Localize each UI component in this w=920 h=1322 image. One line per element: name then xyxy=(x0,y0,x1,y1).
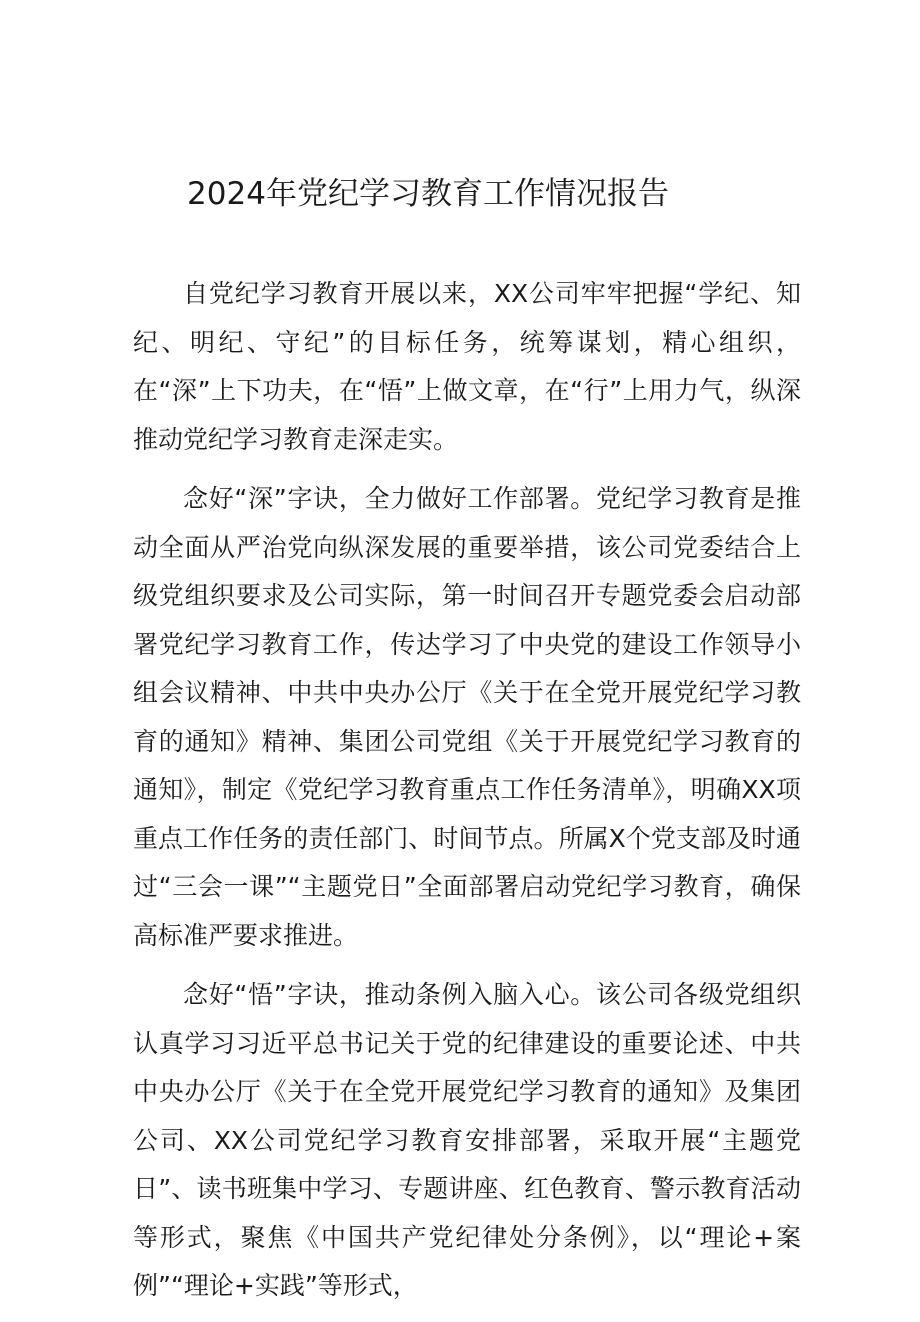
paragraph-understand: 念好“悟”字诀，推动条例入脑入心。该公司各级党组织认真学习习近平总书记关于党的纪律建设的重要论述、中共中央办公厅《关于在全党开展党纪学习教育的通知》及集团公司、XX公司党纪学习教育安排部署，采取开展“主题党日”、读书班集中学习、专题讲座、红色教育、警示教育活动等形式，聚焦《中国共产党纪律处分条例》，以“理论+案例”“理论+实践”等形式， xyxy=(133,980,801,1300)
document-title: 2024年党纪学习教育工作情况报告 xyxy=(187,176,669,212)
paragraph-deep: 念好“深”字诀，全力做好工作部署。党纪学习教育是推动全面从严治党向纵深发展的重要举措，该公司党委结合上级党组织要求及公司实际，第一时间召开专题党委会启动部署党纪学习教育工作，传达学习了中央党的建设工作领导小组会议精神、中共中央办公厅《关于在全党开展党纪学习教育的通知》精神、集团公司党组《关于开展党纪学习教育的通知》，制定《党纪学习教育重点工作任务清单》，明确XX项重点工作任务的责任部门、时间节点。所属X个党支部及时通过“三会一课”“主题党日”全面部署启动党纪学习教育，确保高标准严要求推进。 xyxy=(133,484,801,950)
paragraph-intro: 自党纪学习教育开展以来，XX公司牢牢把握“学纪、知纪、明纪、守纪”的目标任务，统筹谋划，精心组织，在“深”上下功夫，在“悟”上做文章，在“行”上用力气，纵深推动党纪学习教育走深走实。 xyxy=(133,279,801,454)
document-body xyxy=(133,270,801,1322)
